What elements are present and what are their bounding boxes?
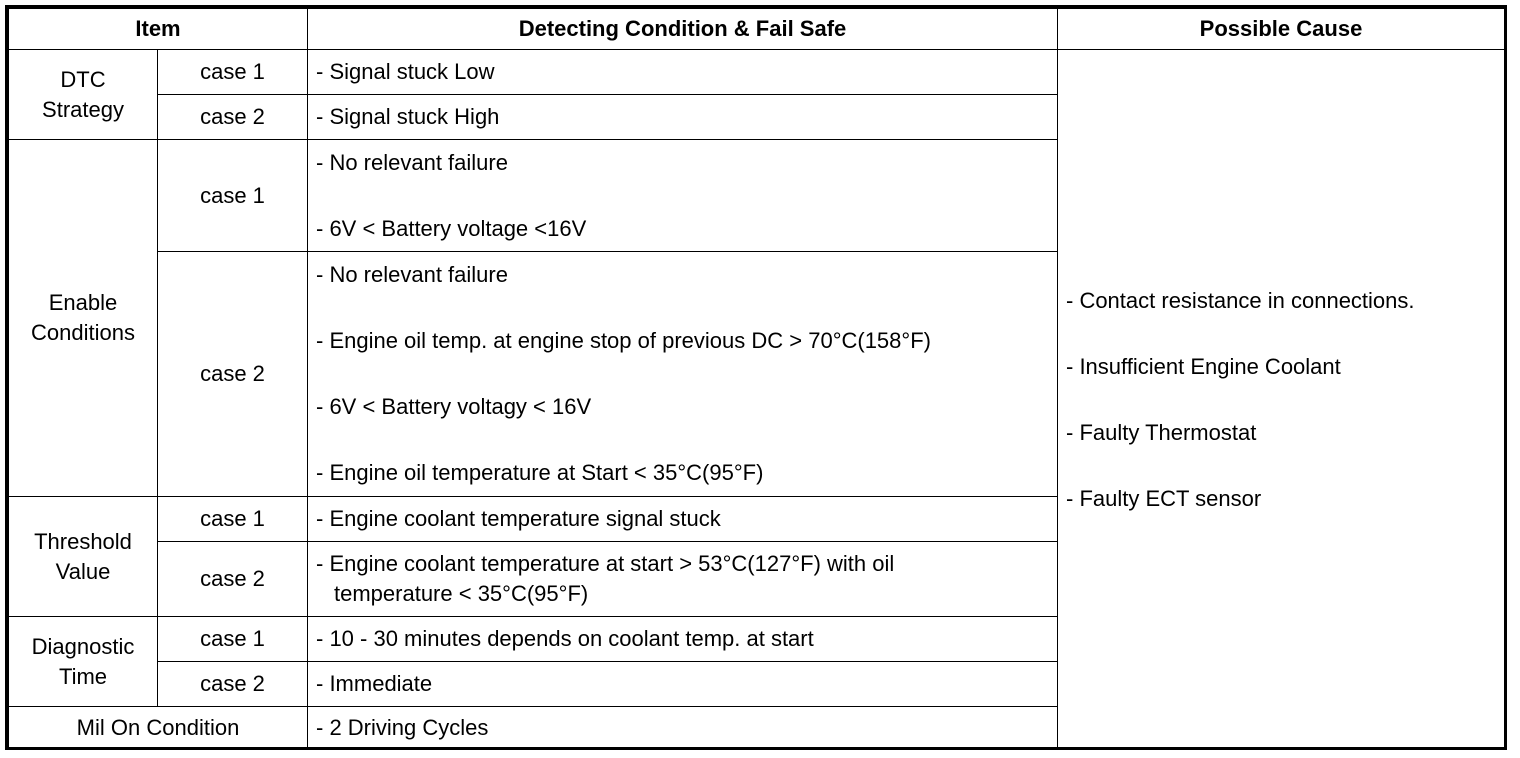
condition-line: - No relevant failure [316, 262, 508, 287]
item-threshold-value [9, 497, 158, 617]
case-label: case 2 [158, 542, 308, 617]
condition-line: - Signal stuck High [316, 104, 500, 129]
condition-line: - 10 - 30 minutes depends on coolant temp. at start [316, 626, 814, 651]
condition-text [308, 707, 1058, 750]
condition-text [308, 662, 1058, 707]
header-row [9, 9, 1505, 50]
item-mil-on-condition: Mil On Condition [9, 707, 308, 750]
case-label: case 2 [158, 662, 308, 707]
item-enable-conditions [9, 140, 158, 497]
dtc-table [8, 8, 1505, 750]
condition-line: - 6V < Battery voltagy < 16V [316, 394, 592, 419]
condition-text [308, 252, 1058, 497]
condition-text [308, 617, 1058, 662]
condition-line: - Immediate [316, 671, 433, 696]
cause-item: - Insufficient Engine Coolant [1066, 353, 1341, 379]
cause-item: - Faulty Thermostat [1066, 419, 1257, 445]
condition-line: - Engine oil temperature at Start < 35°C(95°F) [316, 460, 764, 485]
item-label: Enable [48, 290, 118, 315]
case-label: case 1 [158, 50, 308, 95]
condition-line: - Signal stuck Low [316, 59, 495, 84]
condition-line-part: - Engine coolant temperature at start > 53°C(127°F) with oil [316, 551, 895, 576]
condition-line: - Engine coolant temperature signal stuck [316, 506, 721, 531]
table-row [9, 50, 1505, 95]
condition-line: - 6V < Battery voltage <16V [316, 215, 587, 241]
condition-line: - Engine oil temp. at engine stop of previous DC > 70°C(158°F) [316, 328, 931, 353]
condition-text [308, 542, 1058, 617]
case-label: case 2 [158, 252, 308, 497]
cause-item: - Contact resistance in connections. [1066, 287, 1415, 313]
item-label: DTC [60, 66, 106, 92]
case-label: case 2 [158, 95, 308, 140]
item-label: Time [58, 663, 108, 689]
case-label: case 1 [158, 497, 308, 542]
item-diagnostic-time [9, 617, 158, 707]
item-label: Threshold [34, 528, 132, 554]
case-label: case 1 [158, 617, 308, 662]
item-label: Value [55, 558, 111, 584]
item-label: Diagnostic [31, 633, 135, 659]
condition-text [308, 140, 1058, 252]
dtc-table-frame [5, 5, 1507, 750]
condition-line: - 2 Driving Cycles [316, 715, 489, 740]
header-item: Item [9, 9, 308, 50]
condition-line: - No relevant failure [316, 149, 508, 175]
item-label: Conditions [31, 320, 135, 345]
case-label: case 1 [158, 140, 308, 252]
possible-cause-cell [1058, 50, 1505, 750]
condition-line-part: temperature < 35°C(95°F) [334, 581, 589, 606]
condition-line [316, 549, 1057, 609]
header-cause: Possible Cause [1058, 9, 1505, 50]
item-dtc-strategy [9, 50, 158, 140]
condition-text [308, 95, 1058, 140]
condition-text [308, 50, 1058, 95]
condition-text [308, 497, 1058, 542]
cause-item: - Faulty ECT sensor [1066, 485, 1262, 511]
item-label: Strategy [42, 96, 124, 122]
header-detecting: Detecting Condition & Fail Safe [308, 9, 1058, 50]
